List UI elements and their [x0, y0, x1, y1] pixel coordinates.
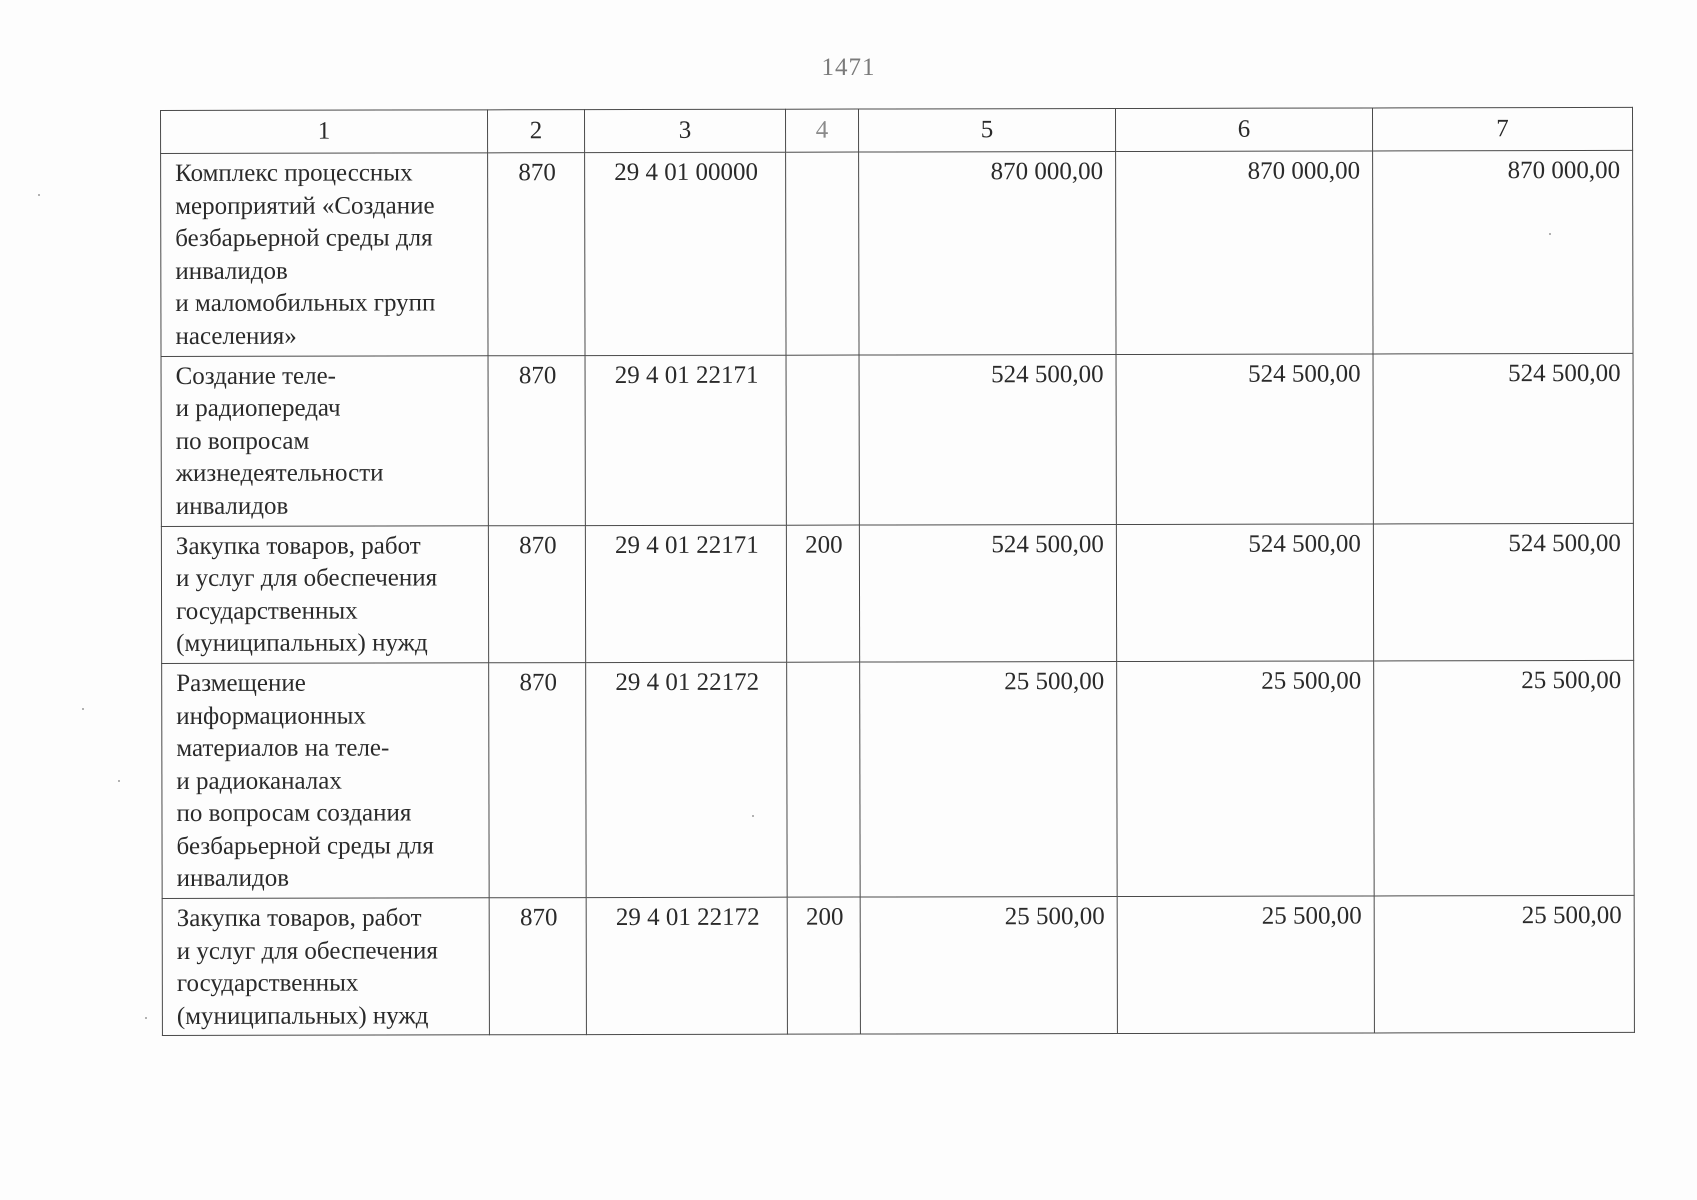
table-row: [161, 353, 1633, 526]
amount-cell-col7: 870 000,00: [1373, 150, 1633, 353]
row-name-line: материалов на теле-: [176, 734, 390, 763]
row-name-cell: [161, 525, 488, 663]
table-row: [162, 660, 1634, 898]
amount-cell-col7: 25 500,00: [1374, 660, 1634, 896]
expense-type-cell: [786, 355, 859, 525]
expense-type-cell: [786, 152, 859, 355]
row-name-line: по вопросам: [175, 427, 310, 455]
target-article-cell: 29 4 01 22171: [585, 355, 786, 525]
amount-cell-col5: 25 500,00: [860, 897, 1117, 1035]
row-name-line: безбарьерной среды для: [176, 832, 434, 860]
expense-type-cell: 200: [786, 525, 859, 663]
amount-cell-col5: 524 500,00: [859, 354, 1116, 525]
column-header-3: 3: [585, 109, 786, 152]
row-name-line: Создание теле-: [175, 362, 337, 390]
column-header-7: 7: [1372, 107, 1632, 151]
row-name-line: инвалидов: [175, 492, 289, 520]
row-name-line: Закупка товаров, работ: [175, 531, 421, 560]
table-row: [161, 523, 1633, 663]
row-name-line: инвалидов: [175, 257, 288, 285]
amount-cell-col5: 870 000,00: [859, 151, 1116, 354]
scan-speck: [1549, 233, 1551, 235]
row-name-line: инвалидов: [176, 865, 290, 893]
table-row: [161, 150, 1633, 356]
scan-speck: [752, 815, 754, 817]
amount-cell-col7: 25 500,00: [1374, 895, 1634, 1033]
amount-cell-col6: 870 000,00: [1116, 151, 1373, 354]
scan-speck: [82, 708, 84, 710]
column-header-5: 5: [858, 108, 1115, 152]
row-name-line: и услуг для обеспечения: [176, 937, 438, 965]
table-body: [161, 150, 1635, 1036]
admin-code-cell: 870: [489, 898, 586, 1036]
column-header-2: 2: [488, 110, 585, 153]
amount-cell-col6: 524 500,00: [1116, 354, 1373, 525]
column-header-1: 1: [161, 110, 488, 154]
admin-code-cell: 870: [488, 355, 585, 525]
amount-cell-col7: 524 500,00: [1373, 353, 1633, 524]
amount-cell-col5: 25 500,00: [860, 661, 1117, 897]
row-name-line: информационных: [176, 702, 366, 730]
row-name-line: Закупка товаров, работ: [176, 904, 422, 933]
expense-type-cell: 200: [787, 897, 860, 1035]
scan-speck: [38, 194, 40, 196]
row-name-line: государственных: [176, 597, 358, 625]
amount-cell-col6: 25 500,00: [1117, 896, 1374, 1034]
header-row: [161, 107, 1633, 153]
row-name-line: жизнедеятельности: [175, 459, 384, 488]
row-name-line: Комплекс процессных: [175, 159, 413, 187]
row-name-cell: [162, 663, 489, 899]
row-name-line: (муниципальных) нужд: [176, 629, 428, 658]
scan-speck: [145, 1017, 147, 1019]
scan-speck: [118, 780, 120, 782]
row-name-cell: [161, 153, 488, 356]
admin-code-cell: 870: [488, 153, 585, 356]
target-article-cell: 29 4 01 22171: [585, 525, 786, 663]
column-header-4: 4: [785, 109, 858, 152]
row-name-cell: [161, 355, 488, 526]
target-article-cell: 29 4 01 00000: [585, 152, 786, 355]
target-article-cell: 29 4 01 22172: [586, 897, 787, 1035]
row-name-line: (муниципальных) нужд: [176, 1002, 429, 1030]
amount-cell-col7: 524 500,00: [1373, 523, 1633, 661]
admin-code-cell: 870: [489, 663, 586, 898]
expense-type-cell: [787, 662, 860, 897]
row-name-line: безбарьерной среды для: [175, 224, 433, 253]
target-article-cell: 29 4 01 22172: [586, 662, 787, 898]
row-name-line: и маломобильных групп: [175, 289, 436, 318]
row-name-line: и радиопередач: [175, 394, 341, 423]
column-header-6: 6: [1115, 108, 1372, 152]
row-name-line: государственных: [176, 969, 359, 998]
row-name-line: населения»: [175, 322, 297, 350]
row-name-line: мероприятий «Создание: [175, 192, 435, 220]
table-row: [162, 895, 1634, 1035]
row-name-line: и услуг для обеспечения: [175, 564, 438, 593]
amount-cell-col6: 25 500,00: [1117, 661, 1374, 897]
amount-cell-col6: 524 500,00: [1116, 523, 1373, 661]
page-number: 1471: [821, 54, 876, 81]
budget-table: [160, 107, 1635, 1037]
admin-code-cell: 870: [488, 525, 585, 663]
row-name-line: и радиоканалах: [176, 767, 342, 795]
row-name-line: по вопросам создания: [176, 799, 412, 828]
amount-cell-col5: 524 500,00: [859, 524, 1116, 662]
row-name-line: Размещение: [176, 669, 306, 697]
row-name-cell: [162, 898, 489, 1036]
